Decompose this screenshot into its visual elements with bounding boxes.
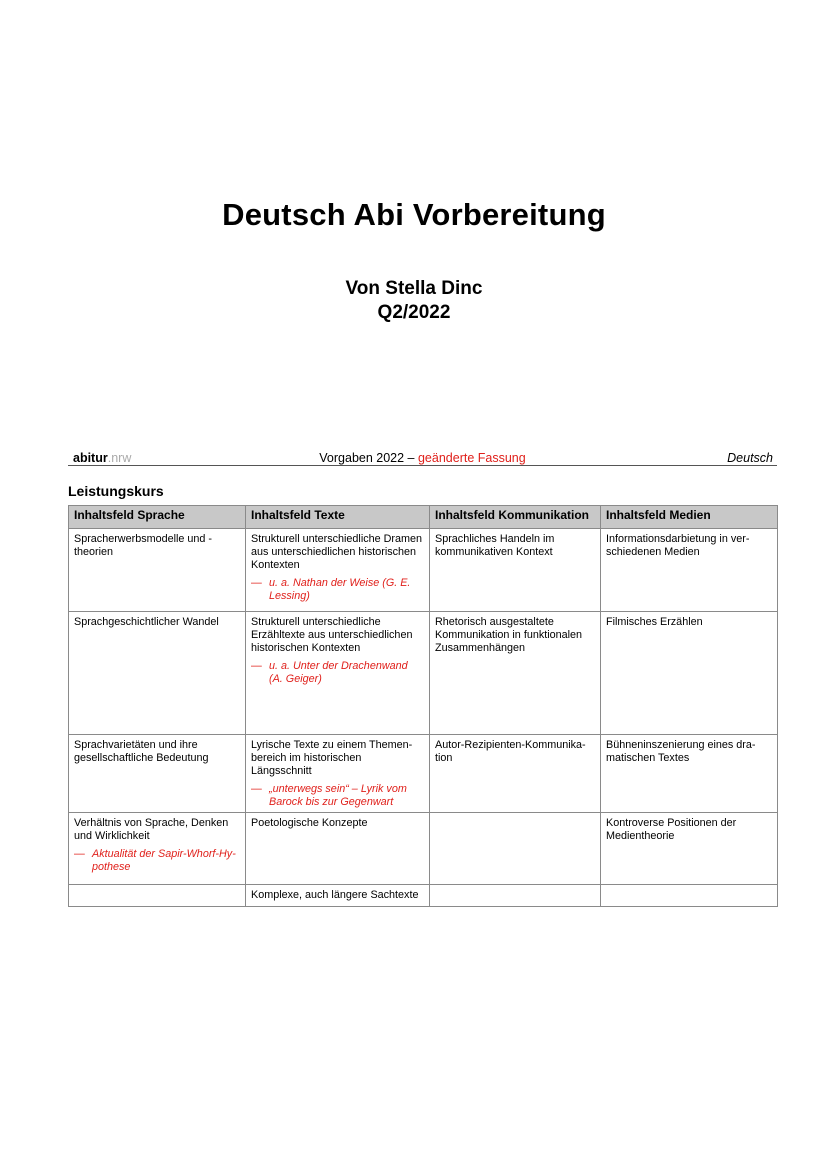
table-cell: Komplexe, auch längere Sachtexte — [246, 885, 430, 907]
header-subject: Deutsch — [727, 451, 773, 465]
table-cell: Lyrische Texte zu einem Themen-bereich im historischen Längsschnitt — „unterwegs sein“ – Lyrik vom Barock bis zur Gegenwart — [246, 735, 430, 813]
column-header: Inhaltsfeld Kommunikation — [430, 506, 601, 529]
section-title: Leistungskurs — [68, 483, 164, 499]
table-row — [69, 885, 778, 907]
table-header-row — [69, 506, 778, 529]
table-cell — [430, 813, 601, 885]
table-cell: Verhältnis von Sprache, Denken und Wirklichkeit — Aktualität der Sapir-Whorf-Hy-pothese — [69, 813, 246, 885]
document-author: Von Stella Dinc — [345, 278, 483, 299]
table-cell: Sprachgeschichtlicher Wandel — [69, 612, 246, 735]
table-cell — [69, 885, 246, 907]
table-cell — [601, 885, 778, 907]
table-cell: Autor-Rezipienten-Kommunika-tion — [430, 735, 601, 813]
page-header — [68, 451, 777, 466]
table-cell: Filmisches Erzählen — [601, 612, 778, 735]
table-cell: Strukturell unterschiedliche Dramen aus unterschiedlichen historischen Kontexten — u. a. Nathan der Weise (G. E. Lessing) — [246, 529, 430, 612]
brand-logo: abitur.nrw — [73, 451, 132, 465]
table-cell: Sprachliches Handeln im kommunikativen Kontext — [430, 529, 601, 612]
table-row — [69, 735, 778, 813]
red-note: — Aktualität der Sapir-Whorf-Hy-pothese — [74, 848, 236, 873]
table-row — [69, 813, 778, 885]
column-header: Inhaltsfeld Texte — [246, 506, 430, 529]
column-header: Inhaltsfeld Medien — [601, 506, 778, 529]
table-cell — [430, 885, 601, 907]
document-term: Q2/2022 — [377, 302, 451, 323]
table-cell: Informationsdarbietung in ver-schiedenen Medien — [601, 529, 778, 612]
table-cell: Strukturell unterschiedliche Erzähltexte aus unterschiedlichen historischen Kontexten — u. a. Unter der Drachenwand (A. Geiger) — [246, 612, 430, 735]
curriculum-table — [68, 505, 778, 907]
table-cell: Rhetorisch ausgestaltete Kommunikation in funktionalen Zusammenhängen — [430, 612, 601, 735]
document-title: Deutsch Abi Vorbereitung — [222, 197, 606, 232]
table-cell: Bühneninszenierung eines dra-matischen Textes — [601, 735, 778, 813]
column-header: Inhaltsfeld Sprache — [69, 506, 246, 529]
header-center-text: Vorgaben 2022 – geänderte Fassung — [319, 451, 526, 465]
red-note: — u. a. Nathan der Weise (G. E. Lessing) — [251, 577, 411, 602]
table-cell: Sprachvarietäten und ihre gesellschaftliche Bedeutung — [69, 735, 246, 813]
table-row — [69, 529, 778, 612]
red-note: — u. a. Unter der Drachenwand (A. Geiger) — [251, 660, 408, 685]
table-cell: Spracherwerbsmodelle und -theorien — [69, 529, 246, 612]
table-row — [69, 612, 778, 735]
table-cell: Kontroverse Positionen der Medientheorie — [601, 813, 778, 885]
table-cell: Poetologische Konzepte — [246, 813, 430, 885]
red-note: — „unterwegs sein“ – Lyrik vom Barock bis zur Gegenwart — [251, 783, 407, 808]
